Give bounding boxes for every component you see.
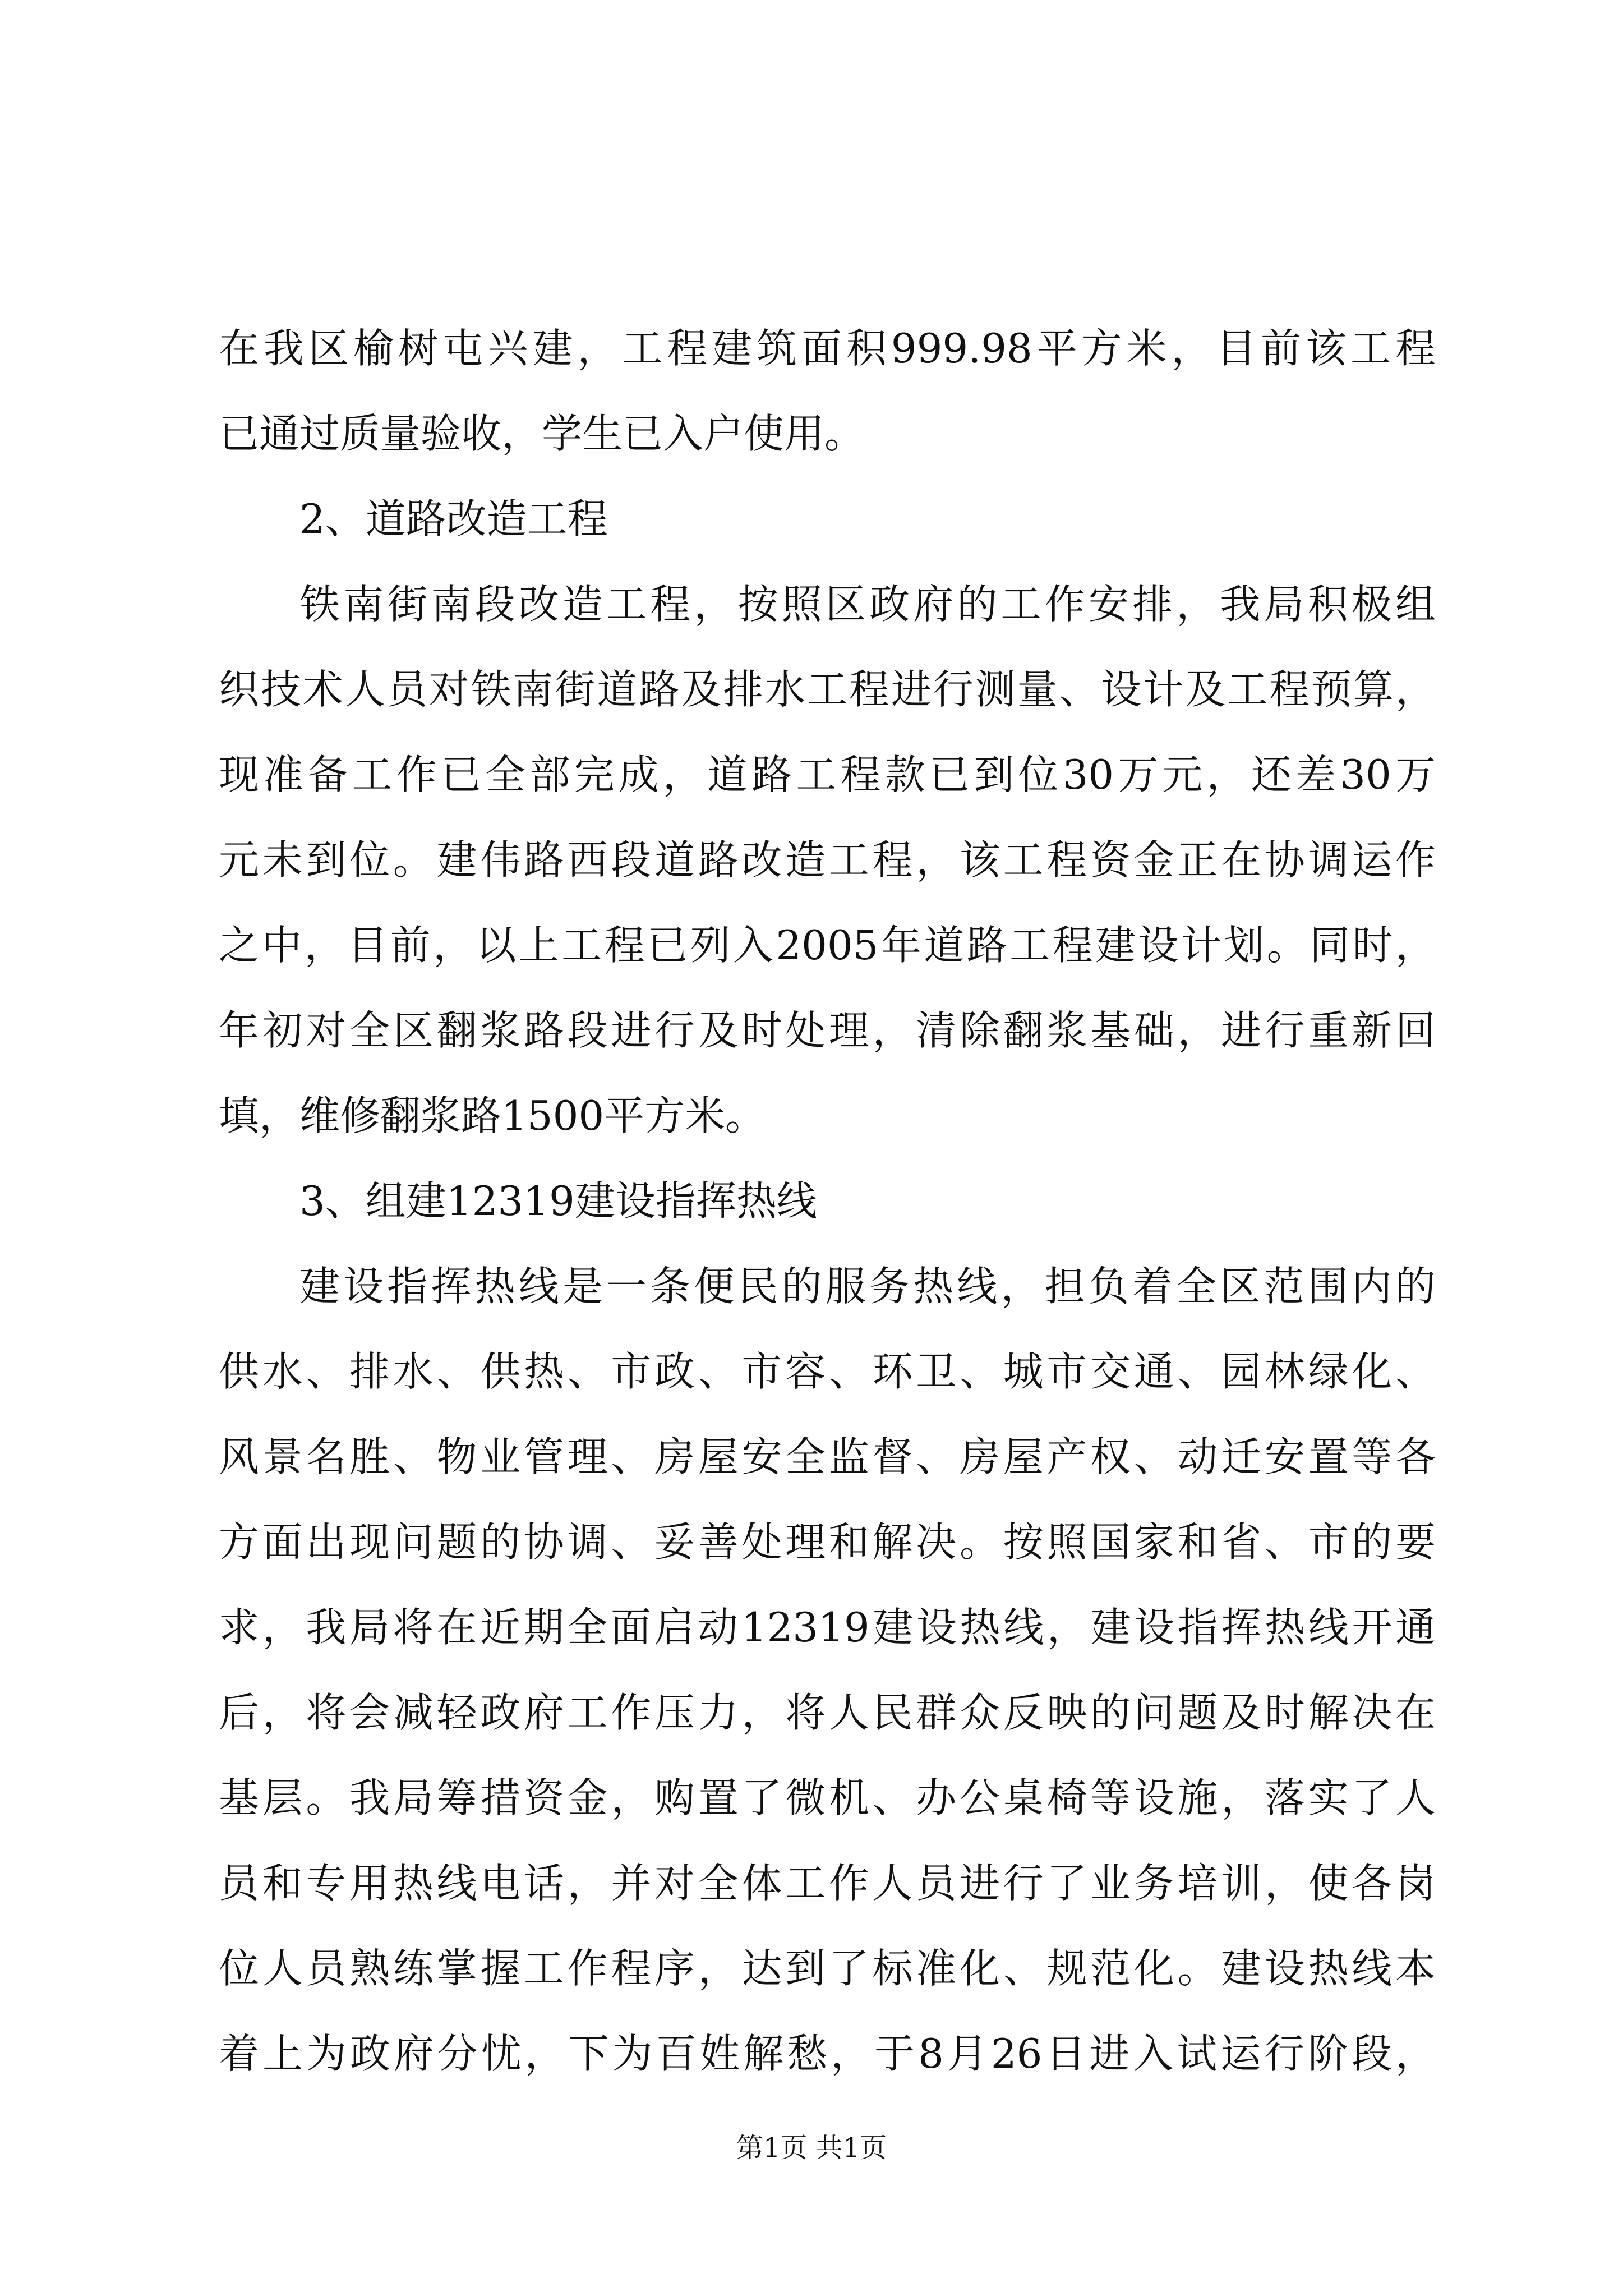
text-line: 着上为政府分忧，下为百姓解愁，于8月26日进入试运行阶段，	[219, 2030, 1436, 2077]
page-footer	[0, 2126, 1623, 2165]
text-line: 基层。我局筹措资金，购置了微机、办公桌椅等设施，落实了人	[219, 1774, 1436, 1821]
text-line: 3、组建12319建设指挥热线	[299, 1177, 817, 1225]
text-line: 铁南街南段改造工程，按照区政府的工作安排，我局积极组	[299, 581, 1436, 628]
text-line: 位人员熟练掌握工作程序，达到了标准化、规范化。建设热线本	[219, 1945, 1436, 1992]
text-line: 后，将会减轻政府工作压力，将人民群众反映的问题及时解决在	[219, 1689, 1436, 1736]
text-line: 在我区榆树屯兴建，工程建筑面积999.98平方米，目前该工程	[219, 325, 1436, 372]
text-line: 风景名胜、物业管理、房屋安全监督、房屋产权、动迁安置等各	[219, 1433, 1436, 1480]
text-line: 年初对全区翻浆路段进行及时处理，清除翻浆基础，进行重新回	[219, 1007, 1436, 1054]
text-line: 之中，目前，以上工程已列入2005年道路工程建设计划。同时，	[219, 922, 1436, 969]
text-line: 求，我局将在近期全面启动12319建设热线，建设指挥热线开通	[219, 1604, 1436, 1651]
text-line: 2、道路改造工程	[299, 495, 608, 542]
text-line: 供水、排水、供热、市政、市容、环卫、城市交通、园林绿化、	[219, 1348, 1436, 1395]
document-body	[219, 306, 1436, 2096]
page-number-label: 第1页 共1页	[736, 2132, 887, 2164]
text-line: 已通过质量验收，学生已入户使用。	[219, 410, 865, 457]
text-line: 织技术人员对铁南街道路及排水工程进行测量、设计及工程预算，	[219, 666, 1436, 713]
text-line: 建设指挥热线是一条便民的服务热线，担负着全区范围内的	[299, 1263, 1436, 1310]
text-line: 现准备工作已全部完成，道路工程款已到位30万元，还差30万	[219, 751, 1436, 798]
text-line: 员和专用热线电话，并对全体工作人员进行了业务培训，使各岗	[219, 1860, 1436, 1907]
text-line: 方面出现问题的协调、妥善处理和解决。按照国家和省、市的要	[219, 1519, 1436, 1566]
text-line: 元未到位。建伟路西段道路改造工程，该工程资金正在协调运作	[219, 836, 1436, 884]
text-line: 填，维修翻浆路1500平方米。	[219, 1092, 766, 1139]
